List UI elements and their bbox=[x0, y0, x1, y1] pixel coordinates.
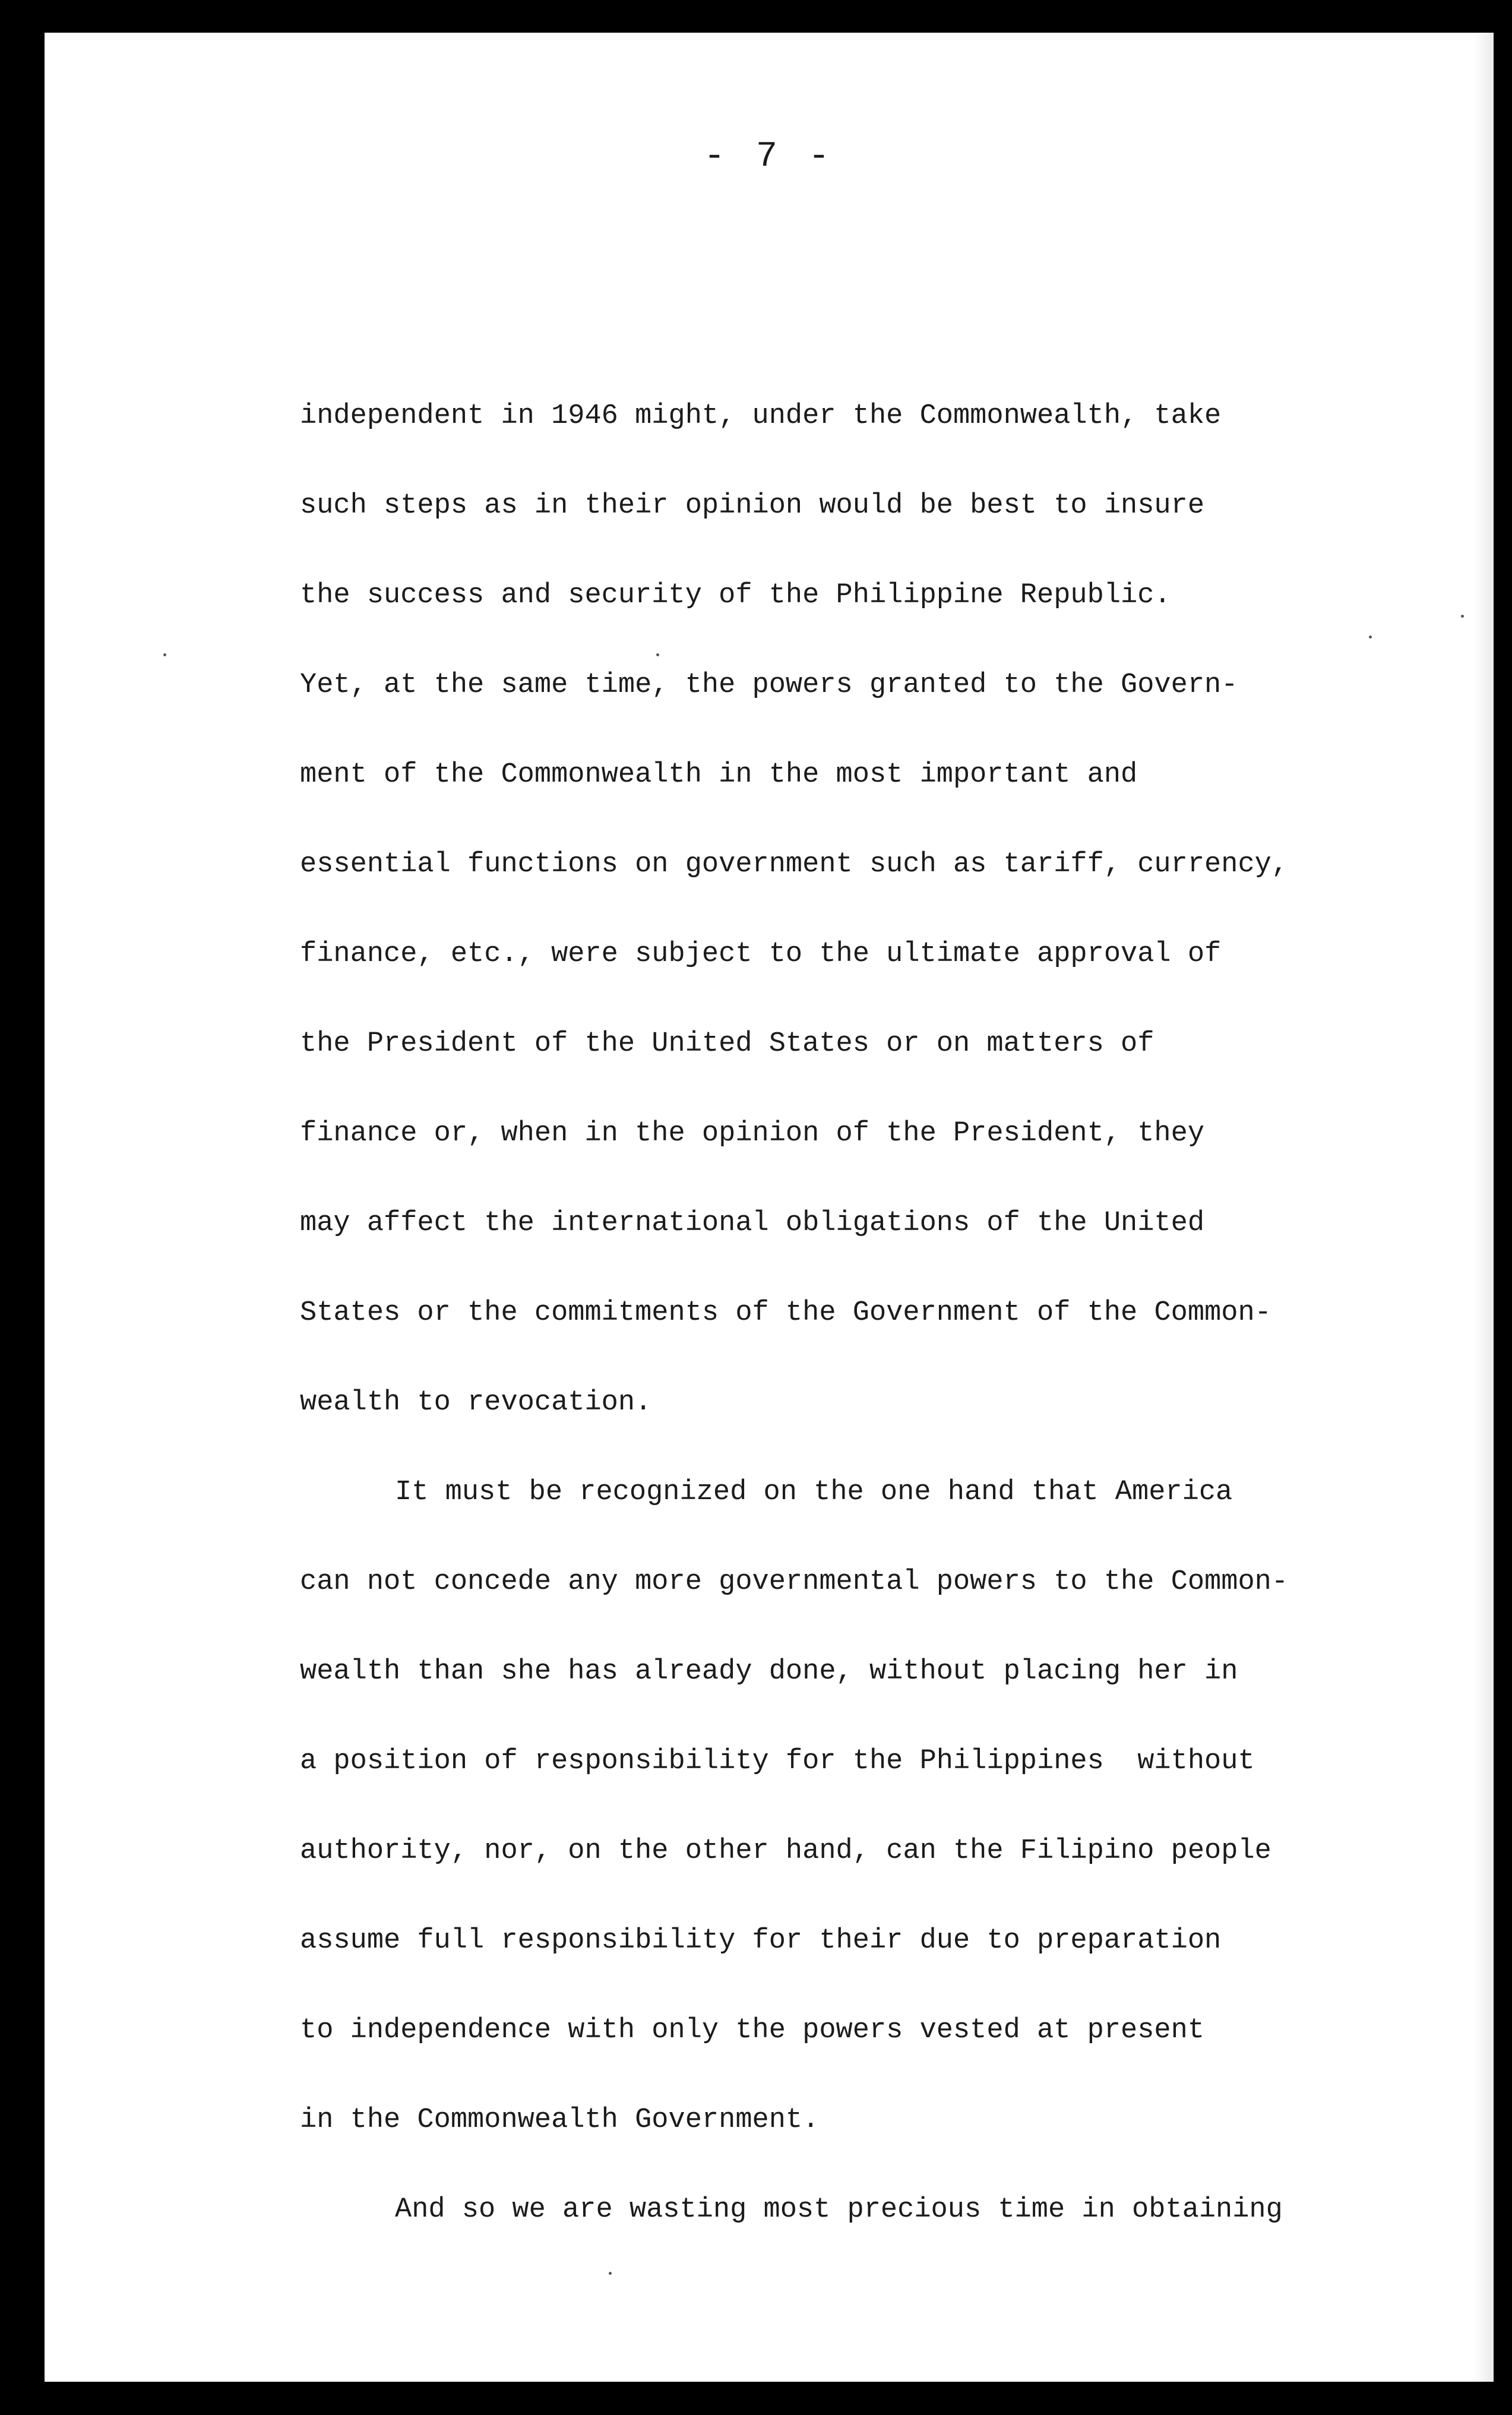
text-line: assume full responsibility for their due to preparation bbox=[300, 1925, 1222, 1956]
text-line: finance or, when in the opinion of the President, they bbox=[300, 1118, 1205, 1149]
scan-speck bbox=[656, 653, 659, 656]
text-line: wealth to revocation. bbox=[300, 1387, 652, 1418]
text-line: essential functions on government such as tariff, currency, bbox=[300, 849, 1289, 880]
text-line: to independence with only the powers vested at present bbox=[300, 2015, 1205, 2046]
text-line: the success and security of the Philippine Republic. bbox=[300, 580, 1171, 611]
scan-speck bbox=[163, 653, 166, 656]
page-edge-shadow bbox=[1473, 33, 1494, 2382]
text-line: may affect the international obligations of the United bbox=[300, 1208, 1205, 1239]
paragraph-start-line: It must be recognized on the one hand that America bbox=[395, 1477, 1233, 1508]
text-line: ment of the Commonwealth in the most important and bbox=[300, 759, 1138, 791]
text-line: can not concede any more governmental powers to the Common- bbox=[300, 1566, 1289, 1598]
text-line: independent in 1946 might, under the Commonwealth, take bbox=[300, 400, 1222, 432]
scan-speck bbox=[1461, 615, 1464, 618]
text-line: authority, nor, on the other hand, can the Filipino people bbox=[300, 1835, 1271, 1867]
body-text bbox=[300, 371, 1428, 2255]
text-line: in the Commonwealth Government. bbox=[300, 2104, 820, 2136]
page-number: - 7 - bbox=[703, 137, 835, 177]
text-line: the President of the United States or on matters of bbox=[300, 1028, 1154, 1060]
paragraph-start-line: And so we are wasting most precious time in obtaining bbox=[395, 2194, 1283, 2226]
scan-speck bbox=[609, 2272, 612, 2275]
text-line: wealth than she has already done, without placing her in bbox=[300, 1656, 1238, 1687]
text-line: Yet, at the same time, the powers granted to the Govern- bbox=[300, 669, 1238, 701]
text-line: such steps as in their opinion would be best to insure bbox=[300, 490, 1205, 521]
text-line: finance, etc., were subject to the ultimate approval of bbox=[300, 938, 1222, 970]
text-line: a position of responsibility for the Philippines without bbox=[300, 1746, 1255, 1777]
scan-speck bbox=[1369, 636, 1372, 638]
document-page bbox=[45, 33, 1494, 2382]
text-line: States or the commitments of the Government of the Common- bbox=[300, 1297, 1271, 1329]
